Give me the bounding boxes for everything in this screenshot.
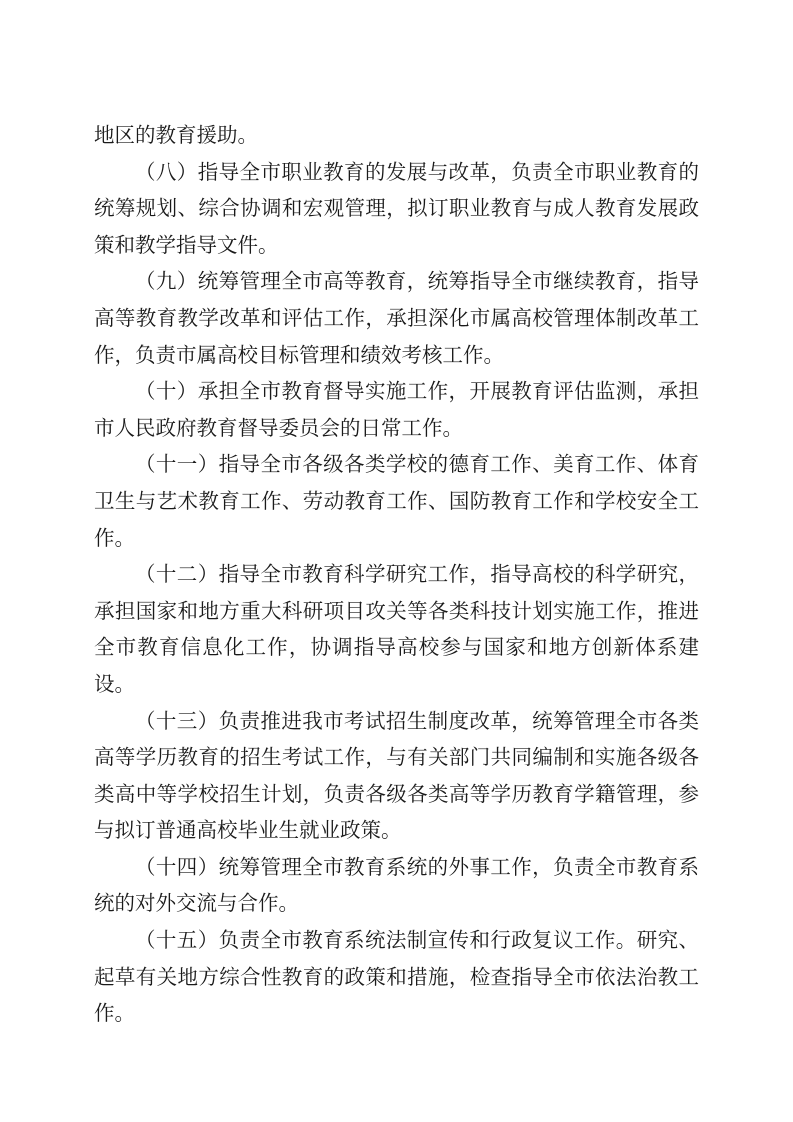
paragraph-item-13: （十三）负责推进我市考试招生制度改革，统筹管理全市各类高等学历教育的招生考试工作，与有关部门共同编制和实施各级各类高中等学校招生计划，负责各级各类高等学历教育学籍管理，参与拟订普通高校毕业生就业政策。 [94, 708, 699, 843]
document-body [94, 117, 699, 1032]
paragraph-item-9: （九）统筹管理全市高等教育，统筹指导全市继续教育，指导高等教育教学改革和评估工作，承担深化市属高校管理体制改革工作，负责市属高校目标管理和绩效考核工作。 [94, 269, 699, 367]
paragraph-item-15: （十五）负责全市教育系统法制宣传和行政复议工作。研究、起草有关地方综合性教育的政策和措施，检查指导全市依法治教工作。 [94, 928, 699, 1026]
paragraph-item-12: （十二）指导全市教育科学研究工作，指导高校的科学研究，承担国家和地方重大科研项目攻关等各类科技计划实施工作，推进全市教育信息化工作，协调指导高校参与国家和地方创新体系建设。 [94, 562, 699, 696]
paragraph-item-10: （十）承担全市教育督导实施工作，开展教育评估监测，承担市人民政府教育督导委员会的日常工作。 [94, 379, 699, 440]
paragraph-item-14: （十四）统筹管理全市教育系统的外事工作，负责全市教育系统的对外交流与合作。 [94, 854, 699, 916]
paragraph-item-11: （十一）指导全市各级各类学校的德育工作、美育工作、体育卫生与艺术教育工作、劳动教育工作、国防教育工作和学校安全工作。 [94, 452, 699, 550]
paragraph-continuation: 地区的教育援助。 [94, 123, 258, 147]
paragraph-item-8: （八）指导全市职业教育的发展与改革，负责全市职业教育的统筹规划、综合协调和宏观管理，拟订职业教育与成人教育发展政策和教学指导文件。 [94, 159, 699, 257]
